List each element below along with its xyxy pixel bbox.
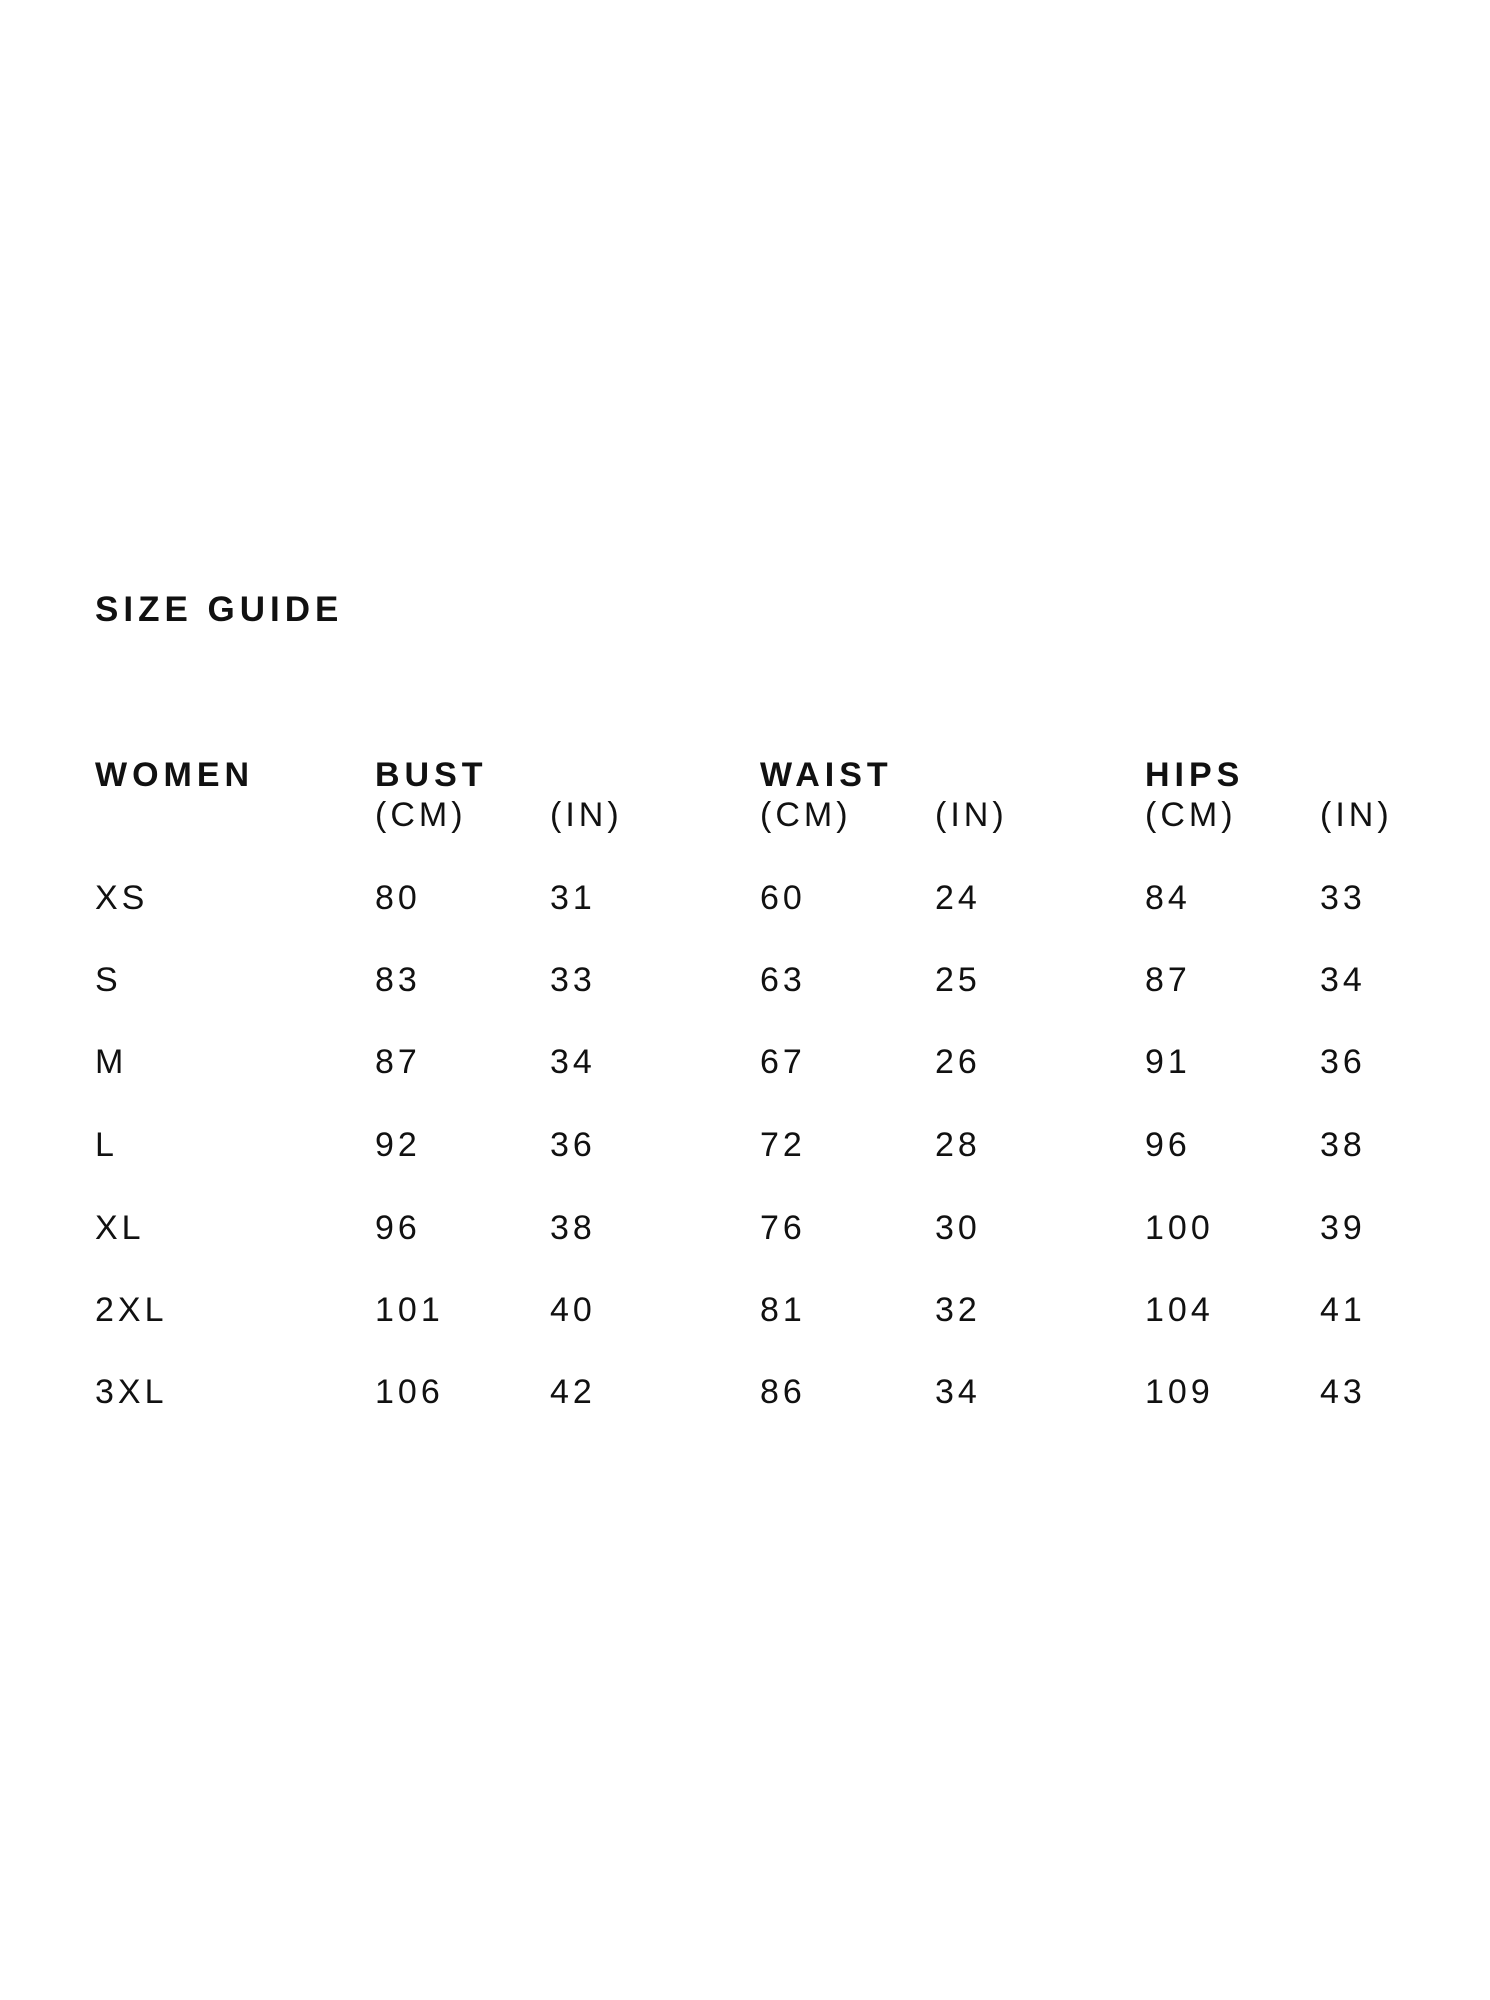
header-hips-cm: (CM) [1145, 796, 1237, 834]
header-bust-cm: (CM) [375, 796, 467, 834]
bust-in-value: 34 [550, 1043, 596, 1081]
hips-in-value: 39 [1320, 1209, 1366, 1247]
header-hips: HIPS [1145, 756, 1245, 794]
hips-cm-value: 87 [1145, 961, 1191, 999]
header-women: WOMEN [95, 756, 255, 794]
hips-in-value: 33 [1320, 879, 1366, 917]
size-label: L [95, 1126, 118, 1164]
header-hips-in: (IN) [1320, 796, 1393, 834]
bust-cm-value: 101 [375, 1291, 444, 1329]
waist-in-value: 30 [935, 1209, 981, 1247]
bust-cm-value: 106 [375, 1373, 444, 1411]
size-table [95, 755, 1475, 1435]
waist-cm-value: 72 [760, 1126, 806, 1164]
bust-in-value: 38 [550, 1209, 596, 1247]
size-label: S [95, 961, 122, 999]
bust-in-value: 36 [550, 1126, 596, 1164]
hips-in-value: 41 [1320, 1291, 1366, 1329]
hips-cm-value: 109 [1145, 1373, 1214, 1411]
header-bust-in: (IN) [550, 796, 623, 834]
waist-in-value: 24 [935, 879, 981, 917]
waist-in-value: 26 [935, 1043, 981, 1081]
waist-in-value: 25 [935, 961, 981, 999]
hips-cm-value: 91 [1145, 1043, 1191, 1081]
bust-cm-value: 83 [375, 961, 421, 999]
size-label: M [95, 1043, 128, 1081]
waist-cm-value: 63 [760, 961, 806, 999]
size-label: 3XL [95, 1373, 168, 1411]
header-waist-in: (IN) [935, 796, 1008, 834]
bust-in-value: 33 [550, 961, 596, 999]
waist-in-value: 32 [935, 1291, 981, 1329]
size-label: XL [95, 1209, 145, 1247]
hips-in-value: 43 [1320, 1373, 1366, 1411]
waist-cm-value: 86 [760, 1373, 806, 1411]
waist-cm-value: 60 [760, 879, 806, 917]
bust-cm-value: 96 [375, 1209, 421, 1247]
waist-cm-value: 67 [760, 1043, 806, 1081]
header-bust: BUST [375, 756, 488, 794]
waist-in-value: 34 [935, 1373, 981, 1411]
bust-in-value: 40 [550, 1291, 596, 1329]
hips-cm-value: 100 [1145, 1209, 1214, 1247]
waist-cm-value: 81 [760, 1291, 806, 1329]
hips-cm-value: 96 [1145, 1126, 1191, 1164]
bust-in-value: 31 [550, 879, 596, 917]
size-label: XS [95, 879, 149, 917]
bust-cm-value: 87 [375, 1043, 421, 1081]
hips-in-value: 34 [1320, 961, 1366, 999]
hips-in-value: 36 [1320, 1043, 1366, 1081]
hips-in-value: 38 [1320, 1126, 1366, 1164]
page-title: SIZE GUIDE [95, 590, 344, 629]
hips-cm-value: 84 [1145, 879, 1191, 917]
header-waist-cm: (CM) [760, 796, 852, 834]
hips-cm-value: 104 [1145, 1291, 1214, 1329]
size-label: 2XL [95, 1291, 168, 1329]
header-waist: WAIST [760, 756, 893, 794]
bust-in-value: 42 [550, 1373, 596, 1411]
bust-cm-value: 92 [375, 1126, 421, 1164]
waist-cm-value: 76 [760, 1209, 806, 1247]
bust-cm-value: 80 [375, 879, 421, 917]
waist-in-value: 28 [935, 1126, 981, 1164]
